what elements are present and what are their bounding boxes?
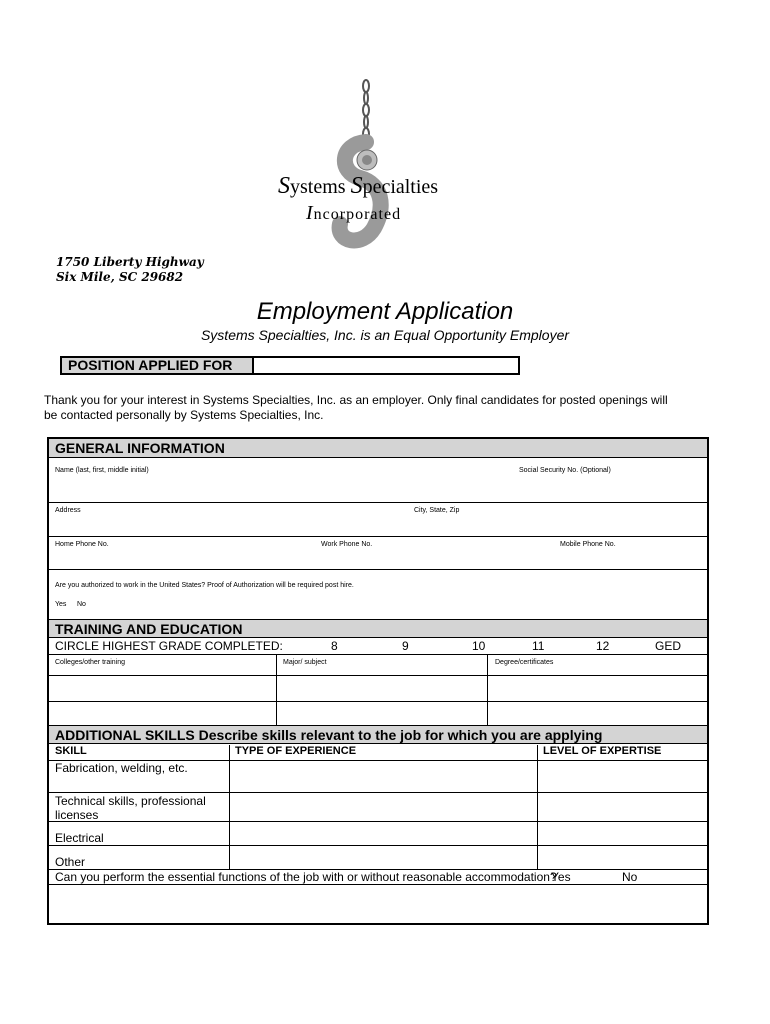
divider [49, 845, 707, 846]
essential-yes[interactable]: Yes [551, 870, 571, 884]
address-line-2: Six Mile, SC 29682 [56, 270, 184, 284]
divider [49, 675, 707, 676]
divider [49, 569, 707, 570]
authorized-question: Are you authorized to work in the United States? Proof of Authorization will be required post hire. [55, 582, 354, 589]
divider [49, 792, 707, 793]
logo-wordmark: Systems Specialties [278, 173, 439, 199]
logo-subword: Incorporated [306, 202, 402, 224]
address-label: Address [55, 507, 81, 514]
col-divider [229, 745, 230, 869]
skills-header: ADDITIONAL SKILLS Describe skills relevant to the job for which you are applying [49, 725, 707, 744]
skill-row-electrical: Electrical [55, 831, 104, 845]
essential-no[interactable]: No [622, 870, 638, 884]
level-col-label: LEVEL OF EXPERTISE [543, 745, 662, 757]
page-title: Employment Application [256, 298, 514, 325]
training-header: TRAINING AND EDUCATION [49, 619, 707, 638]
skill-row-technical: Technical skills, professional [55, 794, 206, 808]
skill-col-label: SKILL [55, 745, 87, 757]
grade-label: CIRCLE HIGHEST GRADE COMPLETED: [55, 639, 283, 653]
authorized-yes[interactable]: Yes [55, 601, 67, 608]
skill-row-other: Other [55, 855, 86, 869]
col-divider [276, 654, 277, 725]
major-label: Major/ subject [283, 659, 327, 666]
page-subtitle: Systems Specialties, Inc. is an Equal Opportunity Employer [200, 327, 570, 343]
name-label: Name (last, first, middle initial) [55, 467, 149, 474]
grade-10[interactable]: 10 [472, 639, 486, 653]
grade-11[interactable]: 11 [532, 639, 545, 653]
general-info-header: GENERAL INFORMATION [49, 439, 707, 458]
city-label: City, State, Zip [414, 507, 460, 514]
grade-ged[interactable]: GED [655, 639, 682, 653]
company-logo [270, 78, 480, 250]
position-applied-label: POSITION APPLIED FOR [62, 358, 254, 373]
divider [49, 701, 707, 702]
type-col-label: TYPE OF EXPERIENCE [235, 745, 357, 757]
colleges-label: Colleges/other training [55, 659, 126, 666]
divider [49, 821, 707, 822]
divider [49, 536, 707, 537]
position-applied-field[interactable] [60, 356, 520, 375]
grade-9[interactable]: 9 [402, 639, 409, 653]
work-phone-label: Work Phone No. [321, 541, 373, 548]
grade-8[interactable]: 8 [331, 639, 338, 653]
divider [49, 502, 707, 503]
grade-12[interactable]: 12 [596, 639, 610, 653]
skill-row-fabrication: Fabrication, welding, etc. [55, 761, 188, 775]
col-divider [487, 654, 488, 725]
address-line-1: 1750 Liberty Highway [56, 255, 204, 269]
intro-text: Thank you for your interest in Systems Specialties, Inc. as an employer. Only final candidates for posted openings will be contacted personally by Systems Specialties, Inc. [44, 393, 668, 422]
col-divider [537, 745, 538, 869]
home-phone-label: Home Phone No. [55, 541, 109, 548]
essential-question: Can you perform the essential functions of the job with or without reasonable accommodation? [55, 870, 557, 884]
divider [49, 654, 707, 655]
ssn-label: Social Security No. (Optional) [519, 467, 611, 474]
skill-row-licenses: licenses [55, 808, 99, 822]
authorized-no[interactable]: No [77, 601, 86, 608]
company-address [56, 255, 204, 285]
application-form [47, 437, 709, 925]
divider [49, 884, 707, 885]
degree-label: Degree/certificates [495, 659, 554, 666]
mobile-phone-label: Mobile Phone No. [560, 541, 616, 548]
